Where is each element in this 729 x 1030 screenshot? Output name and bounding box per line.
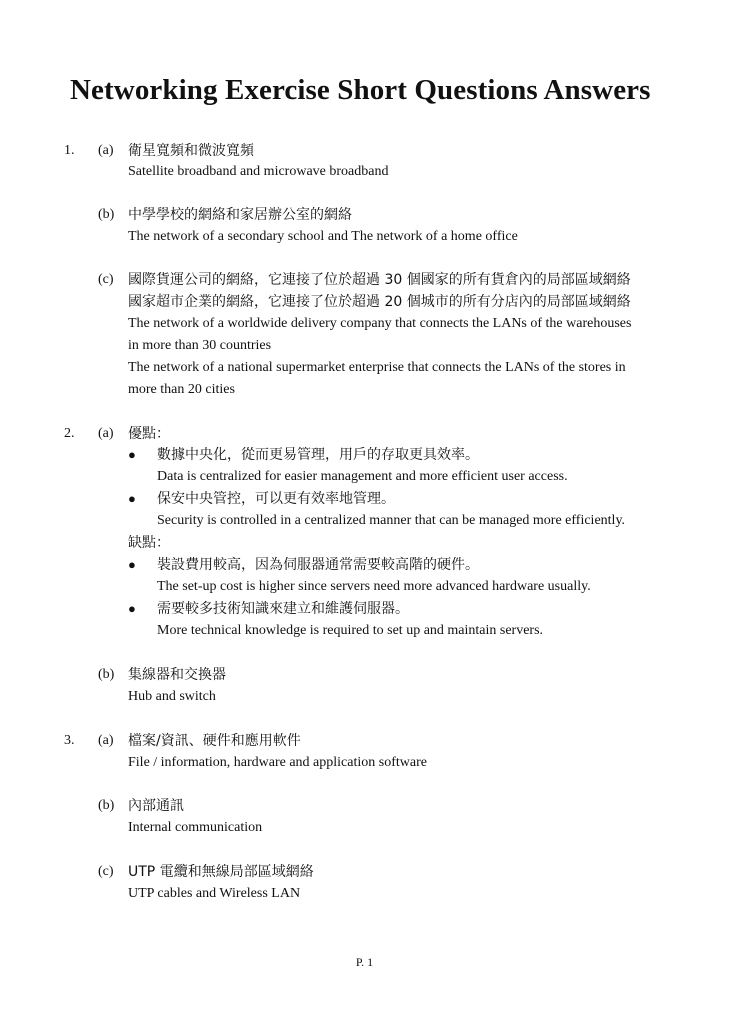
disadvantage-1-en: The set-up cost is higher since servers need more advanced hardware usually. (157, 579, 591, 594)
q2b-answer-en: Hub and switch (128, 689, 216, 704)
q2a-label: (a) (98, 426, 114, 441)
q3b-answer-zh: 內部通訊 (128, 798, 184, 814)
page-title: Networking Exercise Short Questions Answers (70, 74, 651, 106)
q3a-label: (a) (98, 733, 114, 748)
q1b-answer-zh: 中學學校的網絡和家居辦公室的網絡 (128, 207, 352, 223)
q1c-answer-zh-2: 國家超市企業的網絡，它連接了位於超過 20 個城市的所有分店內的局部區域網絡 (128, 294, 631, 310)
q1b-answer-en: The network of a secondary school and The network of a home office (128, 229, 518, 244)
q2-number: 2. (64, 426, 75, 441)
advantage-2-en: Security is controlled in a centralized manner that can be managed more efficiently. (157, 513, 626, 528)
q1c-answer-en-4: more than 20 cities (128, 382, 235, 397)
q3c-answer-en: UTP cables and Wireless LAN (128, 886, 301, 901)
q2b-answer-zh: 集線器和交換器 (128, 667, 226, 683)
disadvantage-2-en: More technical knowledge is required to set up and maintain servers. (157, 623, 544, 638)
bullet-icon: ● (128, 601, 136, 616)
bullet-icon: ● (128, 557, 136, 572)
q1c-answer-en-1: The network of a worldwide delivery company that connects the LANs of the warehouses (128, 316, 632, 331)
q3c-label: (c) (98, 864, 114, 879)
q1a-answer-en: Satellite broadband and microwave broadband (128, 164, 389, 179)
q3c-answer-zh: UTP 電纜和無線局部區域網絡 (128, 864, 314, 880)
q1b-label: (b) (98, 207, 115, 222)
advantage-1-zh: 數據中央化，從而更易管理，用戶的存取更具效率。 (157, 447, 479, 463)
q3-number: 3. (64, 733, 75, 748)
bullet-icon: ● (128, 491, 136, 506)
q1c-answer-zh-1: 國際貨運公司的網絡，它連接了位於超過 30 個國家的所有貨倉內的局部區域網絡 (128, 272, 631, 288)
q3b-label: (b) (98, 798, 115, 813)
disadvantage-1-zh: 裝設費用較高，因為伺服器通常需要較高階的硬件。 (157, 557, 479, 573)
q3a-answer-zh: 檔案/資訊、硬件和應用軟件 (128, 733, 301, 749)
q3b-answer-en: Internal communication (128, 820, 263, 835)
q2b-label: (b) (98, 667, 115, 682)
q1-number: 1. (64, 143, 75, 158)
q1c-answer-en-2: in more than 30 countries (128, 338, 272, 353)
q1a-label: (a) (98, 143, 114, 158)
page-number: P. 1 (355, 955, 374, 969)
disadvantages-heading: 缺點： (128, 535, 170, 551)
q1c-answer-en-3: The network of a national supermarket enterprise that connects the LANs of the stores in (128, 360, 626, 375)
q3a-answer-en: File / information, hardware and application software (128, 755, 427, 770)
advantages-heading: 優點： (128, 426, 170, 442)
advantage-1-en: Data is centralized for easier management and more efficient user access. (157, 469, 568, 484)
q1c-label: (c) (98, 272, 114, 287)
bullet-icon: ● (128, 447, 136, 462)
q1a-answer-zh: 衛星寬頻和微波寬頻 (128, 143, 254, 159)
disadvantage-2-zh: 需要較多技術知識來建立和維護伺服器。 (157, 601, 409, 617)
advantage-2-zh: 保安中央管控，可以更有效率地管理。 (157, 491, 395, 507)
